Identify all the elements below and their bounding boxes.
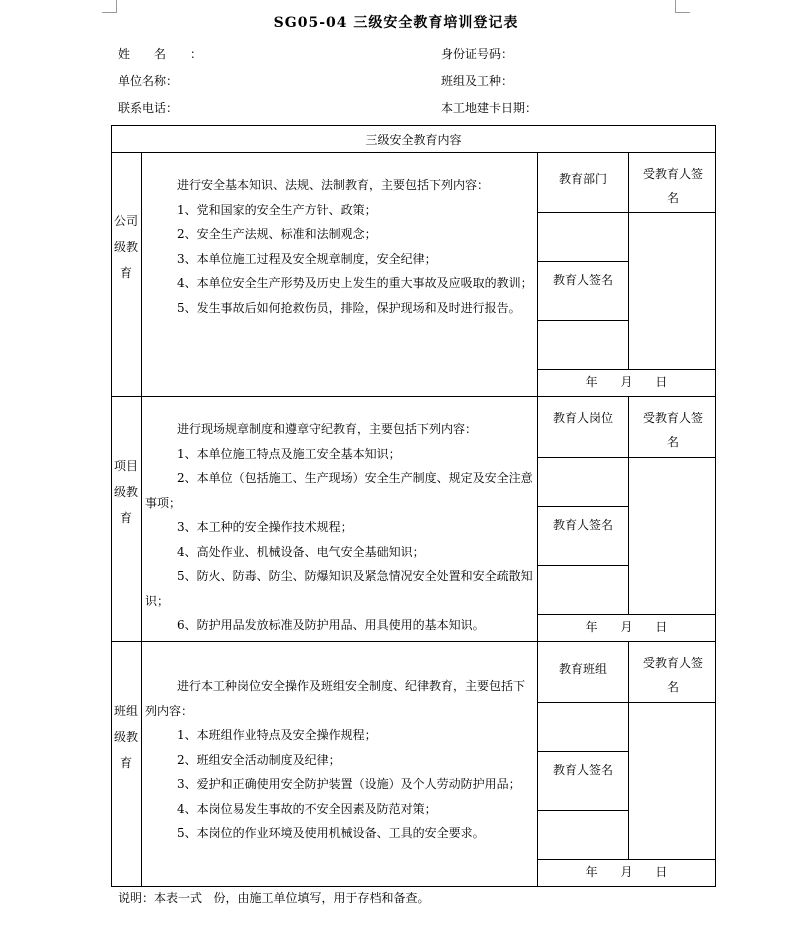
team-field[interactable] [441,72,513,89]
section-content-team [145,674,533,846]
content-item: 3、本工种的安全操作技术规程； [177,520,353,534]
content-item: 4、本单位安全生产形势及历史上发生的重大事故及应吸取的教训； [177,276,533,290]
level-column-line [141,152,142,887]
educator-post-label: 教育人岗位 [553,411,614,425]
name-label: 姓名： [118,47,227,61]
document-title: SG05-04 三级安全教育培训登记表 [273,15,519,31]
content-item: 6、防护用品发放标准及防护用品、用具使用的基本知识。 [177,618,485,632]
unit-label: 单位名称： [118,74,179,88]
content-intro: 进行本工种岗位安全操作及班组安全制度、纪律教育，主要包括下列内容： [145,679,526,718]
s1-row-line-2 [537,261,629,262]
educator-sign-label: 教育人签名 [553,763,614,777]
s2-row-line-1 [537,457,716,458]
date-row: 年 月 日 [585,375,668,389]
trainee-sign-label: 受教育人签名 [643,411,704,449]
section-content-company [145,173,533,320]
trainee-sign-label: 受教育人签名 [643,167,704,205]
sign-column-line-3 [628,641,629,859]
content-item: 1、党和国家的安全生产方针、政策； [177,202,377,217]
date-row: 年 月 日 [585,865,668,879]
content-item: 5、本岗位的作业环境及使用机械设备、工具的安全要求。 [177,826,485,840]
card-date-field[interactable] [441,99,537,116]
table-border-right [715,125,716,887]
content-item: 4、高处作业、机械设备、电气安全基础知识； [177,544,425,559]
content-column-line [537,152,538,887]
section-divider-2 [111,641,716,642]
footnote: 说明：本表一式 份，由施工单位填写，用于存档和备查。 [118,891,430,905]
educator-sign-label: 教育人签名 [553,518,614,532]
content-intro: 进行现场规章制度和遵章守纪教育，主要包括下列内容： [177,422,478,436]
content-intro: 进行安全基本知识、法规、法制教育，主要包括下列内容： [177,178,490,192]
unit-field[interactable] [118,72,178,89]
content-item: 2、安全生产法规、标准和法制观念； [177,227,377,241]
sign-column-line-2 [628,396,629,614]
content-item: 5、发生事故后如何抢救伤员，排险，保护现场和及时进行报告。 [177,300,521,315]
s3-row-line-2 [537,751,629,752]
content-item: 3、爱护和正确使用安全防护装置（设施）及个人劳动防护用品； [177,777,521,791]
s3-row-line-3 [537,810,629,811]
content-item: 1、本班组作业特点及安全操作规程； [177,728,377,742]
section-content-project [145,417,533,638]
section-divider-1 [111,396,716,397]
s1-row-line-3 [537,320,629,321]
educator-sign-label: 教育人签名 [553,273,614,287]
section-level-team: 班组级教育 [113,704,138,770]
phone-field[interactable] [118,99,178,116]
s1-row-line-1 [537,212,716,213]
s3-row-line-1 [537,702,716,703]
table-border-bottom [111,886,716,887]
section-level-project: 项目级教育 [113,459,138,525]
content-item: 3、本单位施工过程及安全规章制度，安全纪律； [177,251,437,266]
content-item: 5、防火、防毒、防尘、防爆知识及紧急情况安全处置和安全疏散知识； [145,569,533,608]
id-label: 身份证号码： [441,47,514,61]
content-item: 4、本岗位易发生事故的不安全因素及防范对策； [177,801,437,816]
content-item: 1、本单位施工特点及施工安全基本知识； [177,446,401,461]
s1-row-line-4 [537,369,716,370]
s2-row-line-3 [537,565,629,566]
dept-label: 教育部门 [558,172,607,186]
trainee-sign-label: 受教育人签名 [643,656,704,694]
team-dept-label: 教育班组 [558,662,607,676]
section-level-company: 公司级教育 [113,214,138,280]
card-date-label: 本工地建卡日期： [441,101,538,115]
table-border-top [111,125,716,126]
header-divider [111,152,716,153]
s2-row-line-4 [537,614,716,615]
team-label: 班组及工种： [441,74,514,88]
phone-label: 联系电话： [118,101,179,115]
table-header: 三级安全教育内容 [365,133,462,147]
content-item: 2、本单位（包括施工、生产现场）安全生产制度、规定及安全注意事项； [145,471,533,510]
date-row: 年 月 日 [585,620,668,634]
name-field[interactable] [118,45,226,62]
content-item: 2、班组安全活动制度及纪律； [177,752,341,767]
s3-row-line-4 [537,859,716,860]
s2-row-line-2 [537,506,629,507]
id-field[interactable] [441,45,513,62]
